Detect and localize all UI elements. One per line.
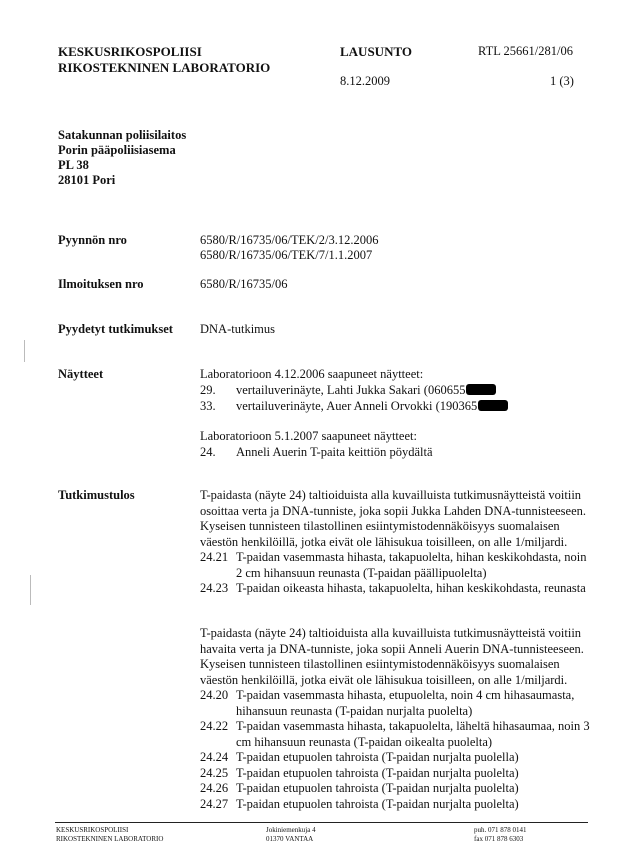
page-number: 1 (3)	[550, 74, 574, 88]
request-value-2: 6580/R/16735/06/TEK/7/1.1.2007	[200, 248, 373, 262]
item-number: 24.25	[200, 765, 229, 780]
sample-item-33	[236, 399, 508, 414]
scan-mark	[30, 575, 31, 605]
results-label: Tutkimustulos	[58, 488, 135, 502]
sample-text-29: vertailuverinäyte, Lahti Jukka Sakari (060655	[236, 383, 466, 397]
request-value-1: 6580/R/16735/06/TEK/2/3.12.2006	[200, 233, 379, 247]
list-item	[200, 719, 590, 750]
item-number: 24.21	[200, 550, 229, 564]
scan-mark	[24, 340, 25, 362]
sample-num-24: 24.	[200, 445, 216, 459]
footer-divider	[55, 822, 588, 823]
sample-num-29: 29.	[200, 383, 216, 397]
item-number: 24.22	[200, 719, 229, 733]
footer-org-line1: KESKUSRIKOSPOLIISI	[56, 826, 129, 834]
list-item	[200, 781, 590, 797]
item-number: 24.27	[200, 796, 229, 811]
item-number: 24.20	[200, 688, 229, 702]
list-item	[200, 766, 590, 782]
redaction-block	[466, 384, 496, 395]
list-item	[200, 750, 590, 766]
requested-value: DNA-tutkimus	[200, 322, 275, 336]
footer-fax: fax 071 878 6303	[474, 835, 524, 843]
request-label: Pyynnön nro	[58, 233, 127, 247]
redaction-block	[478, 400, 508, 411]
requested-label: Pyydetyt tutkimukset	[58, 322, 173, 336]
document-date: 8.12.2009	[340, 74, 390, 88]
item-text: T-paidan vasemmasta hihasta, etupuolelta, noin 4 cm hihasaumasta, hihansuun reunasta (T-paidan nurjalta puolelta)	[236, 688, 575, 718]
org-name-line1: KESKUSRIKOSPOLIISI	[58, 44, 202, 59]
results-paragraph-1: T-paidasta (näyte 24) taltioiduista alla kuvailluista tutkimusnäytteistä voitiin osoittaa verta ja DNA-tunniste, joka sopii Jukka Lahden DNA-tunnisteeseen. Kyseisen tunnisteen tilastollinen esiintymistodennäköisyys suomalaisen väestön henkilöillä, jotka eivät ole lähisukua toisilleen, on alle 1/miljardi.	[200, 488, 587, 549]
recipient-line3: PL 38	[58, 158, 89, 172]
sample-item-29	[236, 383, 496, 398]
samples-group1-title: Laboratorioon 4.12.2006 saapuneet näytteet:	[200, 367, 424, 381]
footer-city: 01370 VANTAA	[266, 835, 314, 843]
list-item	[200, 581, 590, 597]
footer-org	[56, 826, 163, 844]
reference-number: RTL 25661/281/06	[478, 44, 573, 58]
footer-org-line2: RIKOSTEKNINEN LABORATORIO	[56, 835, 164, 843]
notice-label: Ilmoituksen nro	[58, 277, 144, 291]
org-name-line2: RIKOSTEKNINEN LABORATORIO	[58, 60, 271, 75]
item-number: 24.23	[200, 581, 229, 595]
document-type: LAUSUNTO	[340, 44, 413, 59]
sample-text-33: vertailuverinäyte, Auer Anneli Orvokki (190365	[236, 399, 478, 413]
list-item	[200, 797, 590, 813]
samples-label: Näytteet	[58, 367, 104, 381]
item-text: T-paidan vasemmasta hihasta, takapuolelta, läheltä hihasaumaa, noin 3 cm hihansuun reunasta (T-paidan oikealta puolelta)	[236, 719, 590, 749]
recipient-line1: Satakunnan poliisilaitos	[58, 128, 187, 142]
item-text: T-paidan vasemmasta hihasta, takapuolelta, hihan keskikohdasta, noin 2 cm hihansuun reunasta (T-paidan päällipuolelta)	[236, 550, 587, 580]
results-block-1	[200, 488, 590, 597]
item-text: T-paidan etupuolen tahroista (T-paidan nurjalta puolelta)	[236, 796, 519, 811]
results-block-2	[200, 626, 590, 812]
item-text: T-paidan oikeasta hihasta, takapuolelta, hihan keskikohdasta, reunasta	[236, 581, 586, 595]
item-number: 24.24	[200, 750, 229, 764]
footer-phone: puh. 071 878 0141	[474, 826, 527, 834]
list-item	[200, 688, 590, 719]
footer-address	[266, 826, 316, 844]
footer-contact	[474, 826, 527, 844]
samples-group2-title: Laboratorioon 5.1.2007 saapuneet näytteet:	[200, 429, 417, 443]
item-text: T-paidan etupuolen tahroista (T-paidan nurjalta puolelta)	[236, 781, 519, 795]
list-item	[200, 550, 590, 581]
notice-value: 6580/R/16735/06	[200, 277, 288, 291]
results-paragraph-2: T-paidasta (näyte 24) taltioiduista alla kuvailluista tutkimusnäytteistä voitiin havaita verta ja DNA-tunniste, joka sopii Anneli Auerin DNA-tunnisteeseen. Kyseisen tunnisteen tilastollinen esiintymistodennäköisyys suomalaisen väestön henkilöillä, jotka eivät ole lähisukua toisilleen, on alle 1/miljardi.	[200, 626, 584, 687]
recipient-line2: Porin pääpoliisiasema	[58, 143, 176, 157]
sample-text-24: Anneli Auerin T-paita keittiön pöydältä	[236, 445, 433, 459]
item-text: T-paidan etupuolen tahroista (T-paidan nurjalta puolella)	[236, 750, 519, 764]
sample-num-33: 33.	[200, 399, 216, 413]
item-text: T-paidan etupuolen tahroista (T-paidan nurjalta puolelta)	[236, 765, 519, 780]
recipient-address	[58, 128, 186, 188]
recipient-line4: 28101 Pori	[58, 173, 116, 187]
footer-street: Jokiniemenkuja 4	[266, 826, 316, 834]
item-number: 24.26	[200, 781, 229, 795]
